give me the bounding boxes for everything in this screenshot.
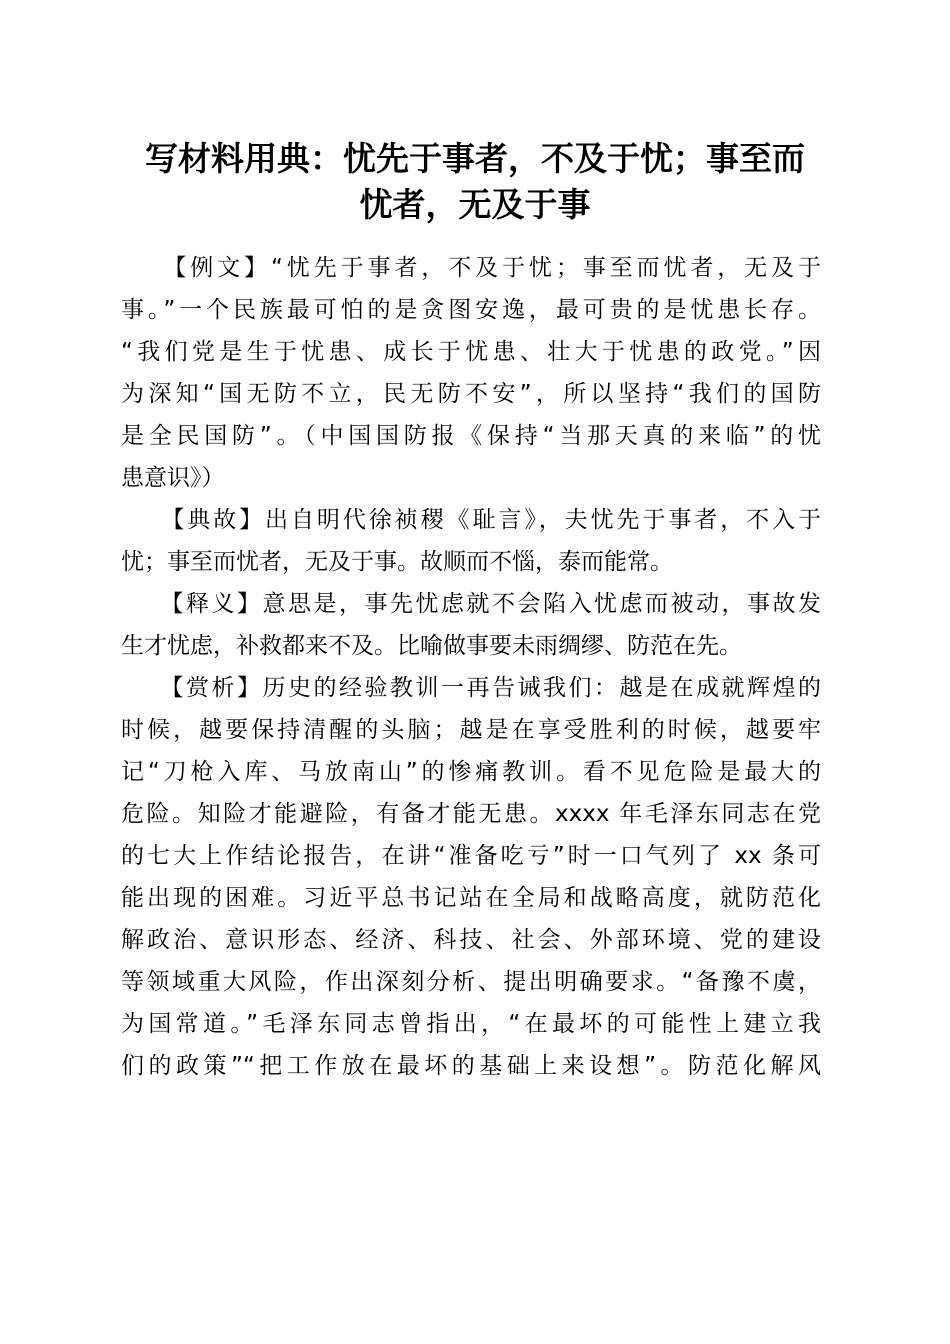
text-line: 们的政策”“把工作放在最坏的基础上来设想”。防范化解风	[121, 1053, 821, 1079]
paragraph	[121, 667, 821, 1087]
text-line: 的七大上作结论报告，在讲“准备吃亏”时一口气列了 xx 条可	[121, 843, 821, 869]
text-line: 【赏析】历史的经验教训一再告诫我们：越是在成就辉煌的	[121, 675, 821, 701]
document-title	[0, 136, 950, 228]
text-line: 能出现的困难。习近平总书记站在全局和战略高度，就防范化	[121, 885, 821, 911]
text-line: 【释义】意思是，事先忧虑就不会陷入忧虑而被动，事故发	[121, 591, 821, 617]
text-line: 时候，越要保持清醒的头脑；越是在享受胜利的时候，越要牢	[121, 717, 821, 743]
text-line: “我们党是生于忧患、成长于忧患、壮大于忧患的政党。”因	[121, 339, 821, 365]
text-line: 为深知“国无防不立，民无防不安”，所以坚持“我们的国防	[121, 381, 821, 407]
text-line: 记“刀枪入库、马放南山”的惨痛教训。看不见危险是最大的	[121, 759, 821, 785]
text-line: 为国常道。”毛泽东同志曾指出，“在最坏的可能性上建立我	[121, 1011, 821, 1037]
text-line: 【例文】“忧先于事者，不及于忧；事至而忧者，无及于	[121, 255, 821, 281]
text-line: 事。”一个民族最可怕的是贪图安逸，最可贵的是忧患长存。	[121, 297, 821, 323]
title-line: 忧者，无及于事	[359, 185, 591, 224]
text-line: 解政治、意识形态、经济、科技、社会、外部环境、党的建设	[121, 927, 821, 953]
paragraph	[121, 499, 821, 583]
text-line: 等领域重大风险，作出深刻分析、提出明确要求。“备豫不虞，	[121, 969, 821, 995]
text-line: 【典故】出自明代徐祯稷《耻言》，夫忧先于事者，不入于	[121, 507, 821, 533]
text-line: 患意识》）	[121, 465, 225, 491]
text-line: 危险。知险才能避险，有备才能无患。xxxx 年毛泽东同志在党	[121, 801, 821, 827]
document-body	[121, 247, 821, 1087]
paragraph	[121, 583, 821, 667]
text-line: 生才忧虑，补救都来不及。比喻做事要未雨绸缪、防范在先。	[121, 633, 742, 659]
paragraph	[121, 247, 821, 499]
text-line: 是全民国防”。（中国国防报《保持“当那天真的来临”的忧	[121, 423, 821, 449]
text-line: 忧；事至而忧者，无及于事。故顺而不惱，泰而能常。	[121, 549, 673, 575]
title-line: 写材料用典：忧先于事者，不及于忧；事至而	[145, 139, 805, 178]
